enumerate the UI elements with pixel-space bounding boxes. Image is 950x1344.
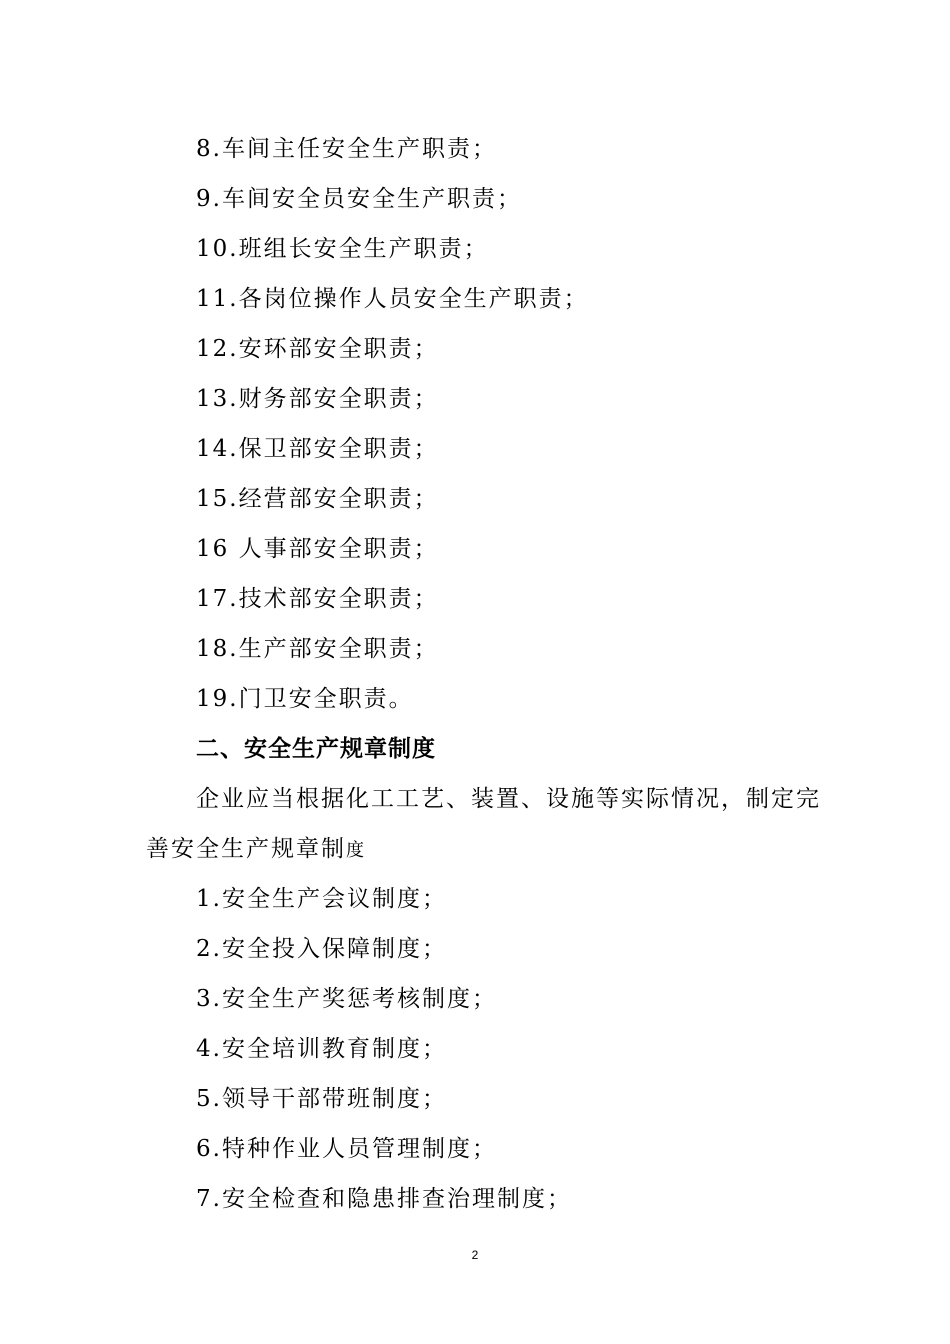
list-item: 5.领导干部带班制度； — [196, 1086, 447, 1112]
paragraph-line-2 — [146, 824, 826, 874]
paragraph-line-2-tail: 度 — [346, 840, 364, 861]
list-item: 11.各岗位操作人员安全生产职责； — [196, 286, 589, 312]
list-item: 2.安全投入保障制度； — [196, 936, 447, 962]
list-item: 10.班组长安全生产职责； — [196, 236, 489, 262]
list-item: 9.车间安全员安全生产职责； — [196, 186, 522, 212]
list-item: 19.门卫安全职责。 — [196, 686, 414, 712]
paragraph-line-1: 企业应当根据化工工艺、装置、设施等实际情况，制定完 — [196, 786, 821, 812]
document-body — [146, 124, 826, 1224]
list-item: 4.安全培训教育制度； — [196, 1036, 447, 1062]
list-item: 17.技术部安全职责； — [196, 586, 439, 612]
paragraph-line-2-main: 善安全生产规章制 — [146, 836, 346, 862]
section-heading: 二、安全生产规章制度 — [196, 736, 436, 762]
list-item: 3.安全生产奖惩考核制度； — [196, 986, 497, 1012]
page-number: 2 — [471, 1248, 479, 1262]
list-item: 15.经营部安全职责； — [196, 486, 439, 512]
list-item: 8.车间主任安全生产职责； — [196, 136, 497, 162]
list-item: 12.安环部安全职责； — [196, 336, 439, 362]
list-item: 14.保卫部安全职责； — [196, 436, 439, 462]
list-item: 1.安全生产会议制度； — [196, 886, 447, 912]
list-item: 13.财务部安全职责； — [196, 386, 439, 412]
list-item: 18.生产部安全职责； — [196, 636, 439, 662]
list-item: 7.安全检查和隐患排查治理制度； — [196, 1186, 572, 1212]
list-item: 6.特种作业人员管理制度； — [196, 1136, 497, 1162]
list-item: 16 人事部安全职责； — [196, 536, 439, 562]
